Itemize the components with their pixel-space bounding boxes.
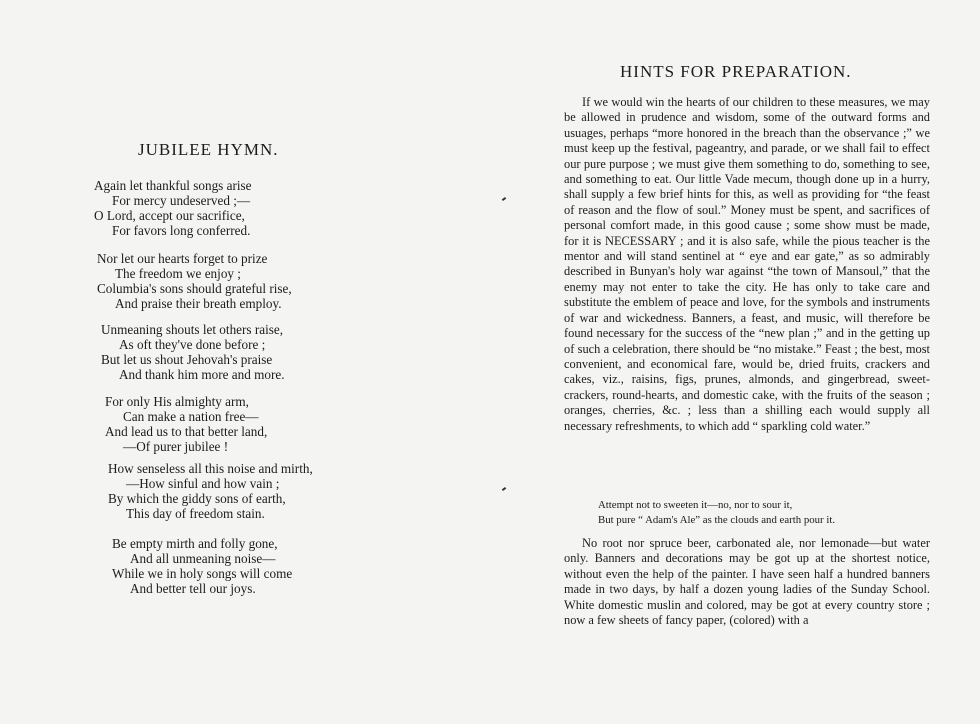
stanza-line: While we in holy songs will come xyxy=(112,566,293,581)
hymn-title: JUBILEE HYMN. xyxy=(138,140,279,159)
stanza-line: And praise their breath employ. xyxy=(115,296,282,311)
stanza-line: Again let thankful songs arise xyxy=(94,178,252,193)
right-page xyxy=(490,0,980,724)
stanza-line: —How sinful and how vain ; xyxy=(126,476,280,491)
stanza-line: By which the giddy sons of earth, xyxy=(108,491,286,506)
stanza-line: Nor let our hearts forget to prize xyxy=(97,251,268,266)
stanza-line: For mercy undeserved ;— xyxy=(112,193,251,208)
stanza-line: And better tell our joys. xyxy=(130,581,256,596)
stanza-5 xyxy=(108,461,408,521)
stanza-line: Unmeaning shouts let others raise, xyxy=(101,322,284,337)
stanza-line: This day of freedom stain. xyxy=(126,506,265,521)
section-title: HINTS FOR PREPARATION. xyxy=(620,62,852,81)
stanza-line: —Of purer jubilee ! xyxy=(123,439,229,454)
stanza-3 xyxy=(101,322,401,382)
quote-line: Attempt not to sweeten it—no, nor to sour it, xyxy=(598,499,793,511)
quote-line: But pure “ Adam's Ale” as the clouds and earth pour it. xyxy=(598,514,836,526)
stanza-line: How senseless all this noise and mirth, xyxy=(108,461,313,476)
stanza-line: Can make a nation free— xyxy=(123,409,259,424)
stanza-line: But let us shout Jehovah's praise xyxy=(101,352,273,367)
paragraph-1: If we would win the hearts of our children to these measures, we may be allowed in prudence and wisdom, some of the outward forms and usuages, perhaps “more honored in the breach than the observance ;” we must keep up the festival, pageantry, and parade, or we shall fail to effect our pure purpose ; we must give them something to do, something to see, and something to eat. Our little Vade mecum, though done up in a hurry, shall supply a few brief hints for this, as well as providing for “the feast of reason and the flow of soul.” Money must be spent, and sacrifices of personal comfort made, in this good cause ; some show must be made, for it is NECESSARY ; and it is also safe, while the pious teacher is the mentor and will stand sentinel at “ eye and ear gate,” as so admirably described in Bunyan's holy war against “the town of Mansoul,” that the enemy may not enter to take the city. He has only to take care and substitute the emblem of peace and love, for the symbols and instruments of war and wickedness. Banners, a feast, and music, will therefore be found necessary for the success of the “new plan ;” and in the getting up of such a celebration, there should be “no mistake.” Feast ; the best, most convenient, and economical fare, would be, dried fruits, crackers and cakes, viz., raisins, figs, prunes, almonds, and gingerbread, sweet-crackers, round-hearts, and domestic cake, with the fruits of the season ; oranges, cherries, &c. ; less than a shilling each would supply all necessary refreshments, to which add “ sparkling cold water.” xyxy=(564,95,930,433)
stanza-line: Columbia's sons should grateful rise, xyxy=(97,281,292,296)
stanza-line: As oft they've done before ; xyxy=(119,337,266,352)
stanza-line: Be empty mirth and folly gone, xyxy=(112,536,278,551)
stanza-1 xyxy=(94,178,394,238)
stanza-6 xyxy=(112,536,412,596)
stanza-line: And thank him more and more. xyxy=(119,367,285,382)
stanza-line: And lead us to that better land, xyxy=(105,424,268,439)
stanza-4 xyxy=(105,394,405,454)
stanza-line: And all unmeaning noise— xyxy=(130,551,276,566)
stanza-2 xyxy=(97,251,397,311)
epigraph-quote xyxy=(598,498,908,528)
stanza-line: For only His almighty arm, xyxy=(105,394,249,409)
paragraph-2: No root nor spruce beer, carbonated ale, nor lemonade—but water only. Banners and decorations may be got up at the shortest notice, without even the help of the painter. I have seen half a hundred banners made in two days, by half a dozen young ladies of the Sunday School. White domestic muslin and colored, may be got at every country store ; now a few sheets of fancy paper, (colored) with a xyxy=(564,536,930,628)
stanza-line: The freedom we enjoy ; xyxy=(115,266,241,281)
stanza-line: For favors long conferred. xyxy=(112,223,251,238)
stanza-line: O Lord, accept our sacrifice, xyxy=(94,208,245,223)
